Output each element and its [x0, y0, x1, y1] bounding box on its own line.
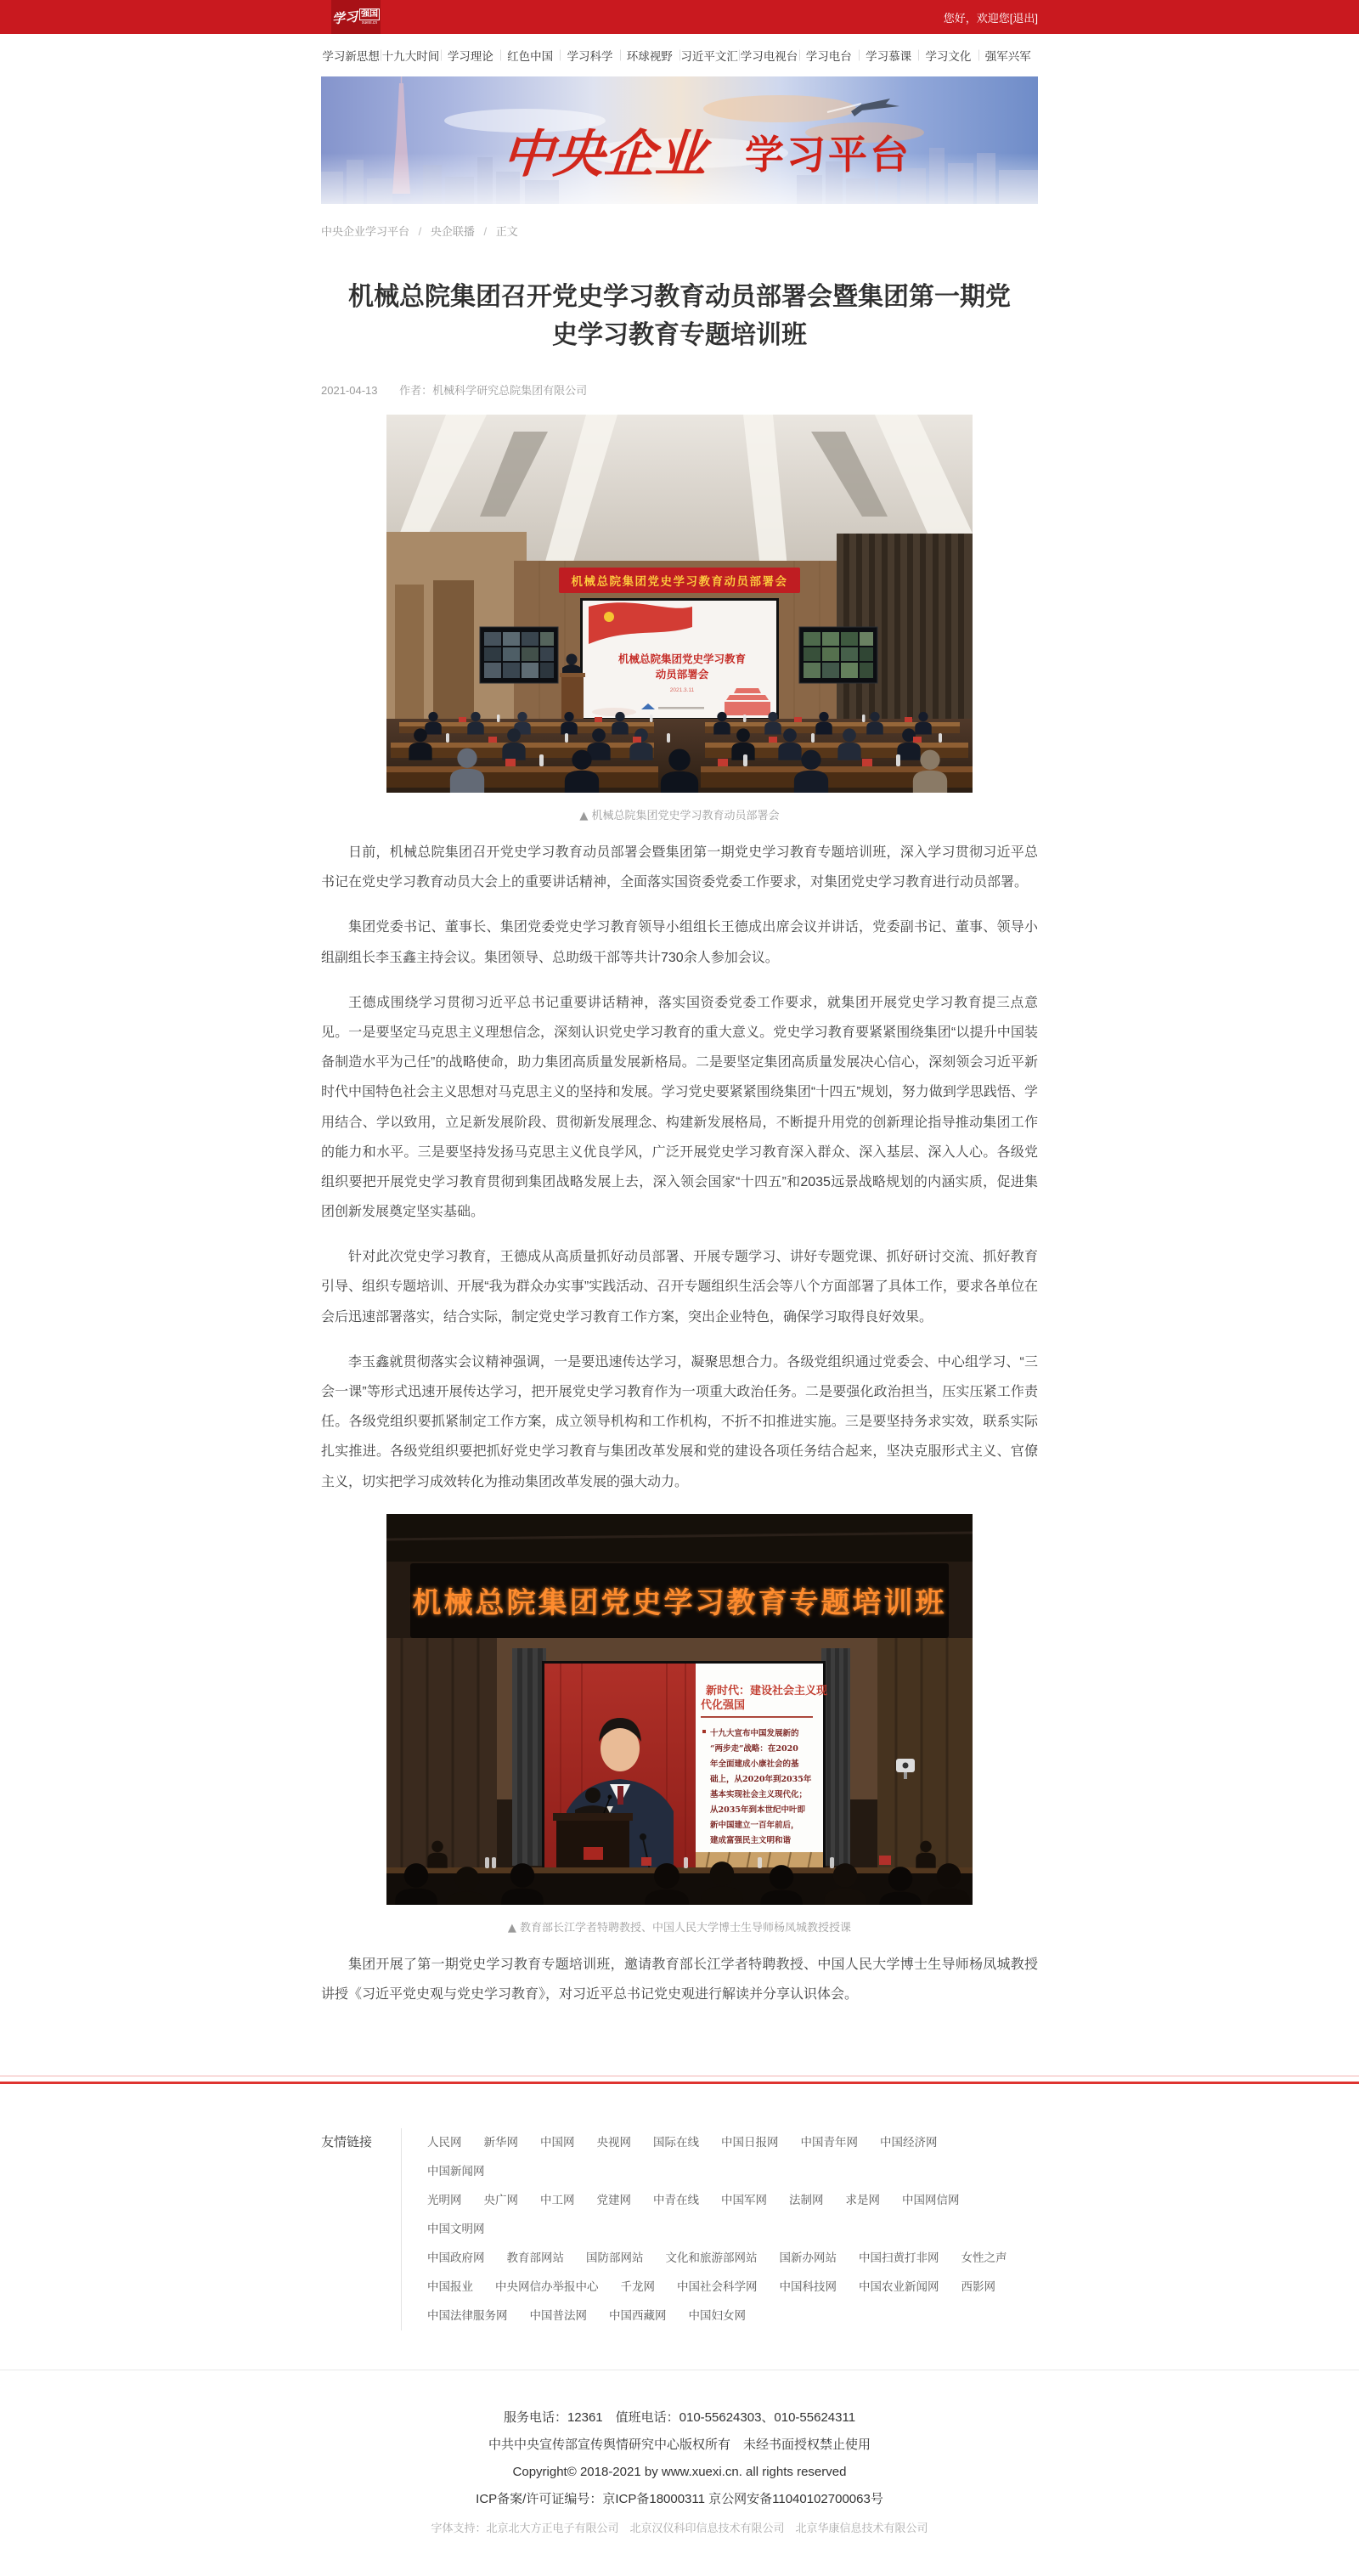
nav-item-huanqiu[interactable]: 环球视野 — [620, 47, 680, 64]
nav-item-dianshitai[interactable]: 学习电视台 — [739, 47, 798, 64]
training-hall-photo — [386, 1514, 973, 1905]
slide-line-1: 十九大宣布中国发展新的 — [710, 1728, 799, 1738]
vertical-divider — [401, 2128, 402, 2330]
nav-item-qiangjun[interactable]: 强军兴军 — [978, 47, 1038, 64]
nav-item-muke[interactable]: 学习慕课 — [859, 47, 918, 64]
friend-link[interactable]: 中国日报网 — [721, 2136, 779, 2149]
red-name-card — [641, 1857, 651, 1866]
friend-link[interactable]: 党建网 — [596, 2194, 632, 2207]
friend-link[interactable]: 人民网 — [427, 2136, 462, 2149]
figure2-caption: ▲ 教育部长江学者特聘教授、中国人民大学博士生导师杨凤城教授授课 — [507, 1921, 852, 1935]
main-nav — [0, 34, 1359, 76]
left-video-wall — [480, 627, 558, 683]
xuexi-logo[interactable] — [331, 0, 381, 34]
friend-links-section — [321, 2128, 1038, 2330]
article-meta — [321, 381, 1038, 398]
red-divider — [0, 2076, 1359, 2084]
slide-line-5: 基本实现社会主义现代化； — [710, 1789, 808, 1799]
slide-line-2: “两步走”战略：在2020 — [710, 1743, 798, 1754]
friend-link[interactable]: 新华网 — [483, 2136, 519, 2149]
friend-link[interactable]: 中国网信网 — [902, 2194, 960, 2207]
friend-link[interactable]: 中国西藏网 — [609, 2309, 667, 2323]
paragraph-5: 李玉鑫就贯彻落实会议精神强调，一是要迅速传达学习，凝聚思想合力。各级党组织通过党委会、中心组学习、“三会一课”等形式迅速开展传达学习，把开展党史学习教育作为一项重大政治任务。二是要强化政治担当，压实压紧工作责任。各级党组织要抓紧制定工作方案，成立领导机构和工作机构，不折不扣推进实施。三是要坚持务求实效，联系实际扎实推进。各级党组织要把抓好党史学习教育与集团改革发展和党的建设各项任务结合起来，坚决克服形式主义、官僚主义，切实把学习成效转化为推动集团改革发展的强大动力。 — [321, 1354, 1038, 1489]
footer-service-phone: 服务电话：12361 值班电话：010-55624303、010-55624311 — [503, 2410, 856, 2426]
friend-link[interactable]: 中国新闻网 — [427, 2165, 485, 2178]
friend-link[interactable]: 中国网 — [540, 2136, 575, 2149]
slide-line-3: 年全面建成小康社会的基 — [710, 1759, 799, 1769]
friend-links-row — [427, 2273, 1038, 2302]
figure-mobilization-meeting — [386, 415, 973, 822]
paragraph-1: 日前，机械总院集团召开党史学习教育动员部署会暨集团第一期党史学习教育专题培训班，深入学习贯彻习近平总书记在党史学习教育动员大会上的重要讲话精神，全面落实国资委党委工作要求，对集团党史学习教育进行动员部署。 — [321, 845, 1038, 890]
friend-links-rows — [427, 2128, 1038, 2330]
nav-item-wenhua[interactable]: 学习文化 — [918, 47, 978, 64]
friend-link[interactable]: 国防部网站 — [586, 2251, 644, 2265]
paragraph-4: 针对此次党史学习教育，王德成从高质量抓好动员部署、开展专题学习、讲好专题党课、抓好研讨交流、抓好教育引导、组织专题培训、开展“我为群众办实事”实践活动、召开专题组织生活会等八个方面部署了具体工作，要求各单位在会后迅速部署落实，结合实际，制定党史学习教育工作方案，突出企业特色，确保学习取得良好效果。 — [321, 1250, 1038, 1325]
banner-title-calligraphy: 中央企业 — [500, 125, 708, 184]
led-banner — [410, 1563, 949, 1638]
left-door — [433, 580, 474, 723]
footer — [0, 2370, 1359, 2576]
central-enterprise-banner — [321, 76, 1038, 204]
article-title: 机械总院集团召开党史学习教育动员部署会暨集团第一期党史学习教育专题培训班 — [348, 283, 1011, 349]
nav-item-xinsixiang[interactable]: 学习新思想 — [322, 50, 380, 63]
logout-link[interactable]: [退出] — [1009, 11, 1038, 25]
right-video-wall — [799, 627, 877, 683]
paragraph-3: 王德成围绕学习贯彻习近平总书记重要讲话精神，落实国资委党委工作要求，就集团开展党史学习教育提三点意见。一是要坚定马克思主义理想信念，深刻认识党史学习教育的重大意义。党史学习教育要紧紧围绕集团“以提升中国装备制造水平为己任”的战略使命，助力集团高质量发展新格局。二是要坚定集团高质量发展决心信心，深刻领会习近平新时代中国特色社会主义思想对马克思主义的坚持和发展。学习党史要紧紧围绕集团“十四五”规划，努力做到学思践悟、学用结合、学以致用，立足新发展阶段、贯彻新发展理念、构建新发展格局，不断提升用党的创新理论指导推动集团工作的能力和水平。三是要坚持发扬马克思主义优良学风，广泛开展党史学习教育深入群众、深入基层、深入人心。各级党组织要把开展党史学习教育贯彻到集团战略发展上去，深入领会国家“十四五”和2035远景战略规划的内涵实质，促进集团创新发展奠定坚实基础。 — [321, 995, 1038, 1220]
slide-line-4: 础上，从2020年到2035年 — [710, 1774, 812, 1784]
friend-link[interactable]: 国际在线 — [653, 2136, 700, 2149]
figure-training-class — [386, 1514, 973, 1935]
slide-line-8: 建成富强民主文明和谐 — [710, 1835, 792, 1845]
screen-title-line2: 动员部署会 — [655, 669, 709, 681]
friend-link[interactable]: 教育部网站 — [506, 2251, 565, 2265]
friend-links-row — [427, 2302, 1038, 2330]
paragraph-2: 集团党委书记、董事长、集团党委党史学习教育领导小组组长王德成出席会议并讲话，党委副书记、董事、领导小组副组长李玉鑫主持会议。集团领导、总助级干部等共计730余人参加会议。 — [321, 920, 1038, 965]
screen-title-line1: 机械总院集团党史学习教育 — [617, 653, 747, 665]
user-greeting — [944, 0, 1038, 34]
article-body-end — [321, 1950, 1038, 2009]
friend-link[interactable]: 文化和旅游部网站 — [665, 2251, 758, 2265]
friend-links-row — [427, 2244, 1038, 2273]
meeting-banner — [559, 568, 800, 593]
meeting-banner-text: 机械总院集团党史学习教育动员部署会 — [571, 575, 788, 588]
friend-link[interactable]: 中国法律服务网 — [427, 2309, 508, 2323]
friend-link[interactable]: 中国经济网 — [880, 2136, 938, 2149]
slide-line-7: 新中国建立一百年前后， — [710, 1820, 799, 1830]
friend-link[interactable]: 央视网 — [596, 2136, 632, 2149]
friend-link[interactable]: 中工网 — [540, 2194, 575, 2207]
screen-date: 2021.3.11 — [669, 687, 695, 693]
friend-links-row — [427, 2128, 1038, 2186]
topbar — [0, 0, 1359, 34]
led-banner-text: 机械总院集团党史学习教育专题培训班 — [412, 1586, 947, 1619]
friend-link[interactable]: 中国普法网 — [529, 2309, 588, 2323]
nav-item-kexue[interactable]: 学习科学 — [560, 47, 619, 64]
friend-link[interactable]: 中国农业新闻网 — [859, 2280, 939, 2294]
logo-xuexi-calligraphy: 学习 — [331, 8, 358, 27]
friend-link[interactable]: 中国科技网 — [779, 2280, 837, 2294]
projection-screen — [580, 598, 779, 720]
red-name-card — [879, 1856, 891, 1865]
footer-icp: ICP备案/许可证编号：京ICP备18000311 京公网安备11040102700063号 — [476, 2492, 883, 2507]
nav-item-lilun[interactable]: 学习理论 — [441, 47, 500, 64]
paragraph-6: 集团开展了第一期党史学习教育专题培训班，邀请教育部长江学者特聘教授、中国人民大学博士生导师杨凤城教授讲授《习近平党史观与党史学习教育》，对习近平总书记党史观进行解读并分享认识体会。 — [321, 1957, 1038, 2002]
greeting-text: 您好，欢迎您 — [943, 11, 1010, 25]
logo-domain: xuexi.cn — [361, 20, 378, 25]
breadcrumb — [321, 223, 1038, 239]
friend-link[interactable]: 中国报业 — [427, 2280, 474, 2294]
friend-links-label: 友情链接 — [321, 2135, 373, 2150]
article-body — [321, 838, 1038, 1497]
friend-link[interactable]: 光明网 — [427, 2194, 462, 2207]
friend-link[interactable]: 央广网 — [483, 2194, 519, 2207]
friend-link[interactable]: 中国青年网 — [800, 2136, 859, 2149]
breadcrumb-separator: / — [418, 225, 422, 238]
banner-title-block: 学习平台 — [745, 133, 911, 177]
slide-title-line2: 代化强国 — [701, 1698, 746, 1711]
friend-link[interactable]: 女性之声 — [961, 2251, 1007, 2265]
breadcrumb-separator: / — [483, 225, 488, 238]
friend-link[interactable]: 中国妇女网 — [688, 2309, 747, 2323]
conference-room-photo — [386, 415, 973, 793]
friend-link[interactable]: 中央网信办举报中心 — [495, 2280, 599, 2294]
breadcrumb-current: 正文 — [495, 225, 518, 238]
friend-link[interactable]: 求是网 — [845, 2194, 881, 2207]
author-name: 机械科学研究总院集团有限公司 — [432, 384, 588, 397]
friend-link[interactable]: 中青在线 — [653, 2194, 700, 2207]
friend-link[interactable]: 中国扫黄打非网 — [859, 2251, 939, 2265]
nav-item-wenhui[interactable]: 习近平文汇 — [680, 47, 739, 64]
footer-copyright-en: Copyright© 2018-2021 by www.xuexi.cn. all rights reserved — [512, 2465, 847, 2480]
friend-link[interactable]: 中国社会科学网 — [677, 2280, 758, 2294]
friend-link[interactable]: 中国军网 — [721, 2194, 768, 2207]
friend-links-row — [427, 2186, 1038, 2244]
nav-item-hongse[interactable]: 红色中国 — [500, 47, 560, 64]
figure1-caption: ▲ 机械总院集团党史学习教育动员部署会 — [579, 810, 780, 822]
slide-title-line1: 新时代：建设社会主义现 — [706, 1683, 828, 1697]
friend-link[interactable]: 中国政府网 — [427, 2251, 485, 2265]
friend-link[interactable]: 千龙网 — [620, 2280, 656, 2294]
nav-item-diantai[interactable]: 学习电台 — [799, 47, 859, 64]
footer-font-support: 字体支持：北京北大方正电子有限公司 北京汉仪科印信息技术有限公司 北京华康信息技术有限公司 — [431, 2522, 928, 2535]
friend-link[interactable]: 西影网 — [961, 2280, 996, 2294]
nav-item-shijiuda[interactable]: 十九大时间 — [381, 47, 440, 64]
slide-line-6: 从2035年到本世纪中叶即 — [710, 1805, 805, 1815]
article-date: 2021-04-13 — [321, 384, 378, 397]
breadcrumb-platform[interactable]: 中央企业学习平台 — [321, 225, 410, 238]
friend-link[interactable]: 国新办网站 — [779, 2251, 837, 2265]
footer-copyright-cn: 中共中央宣传部宣传舆情研究中心版权所有 未经书面授权禁止使用 — [488, 2438, 871, 2453]
friend-link[interactable]: 中国文明网 — [427, 2223, 485, 2236]
logo-qiangguo-box: 强国 — [361, 9, 378, 19]
author-label: 作者： — [399, 384, 433, 397]
friend-link[interactable]: 法制网 — [789, 2194, 824, 2207]
breadcrumb-channel[interactable]: 央企联播 — [430, 225, 475, 238]
